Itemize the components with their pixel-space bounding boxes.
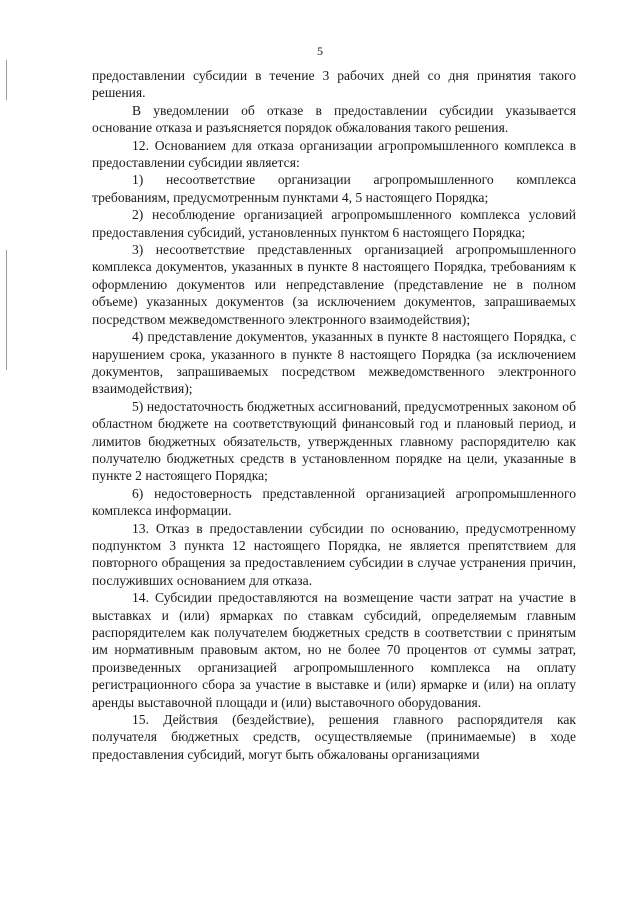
paragraph-12: 12. Основанием для отказа организации агропромышленного комплекса в предоставлении субсидии является: [92, 137, 576, 171]
paragraph-refusal-notice: В уведомлении об отказе в предоставлении субсидии указывается основание отказа и разъясняется порядок обжалования такого решения. [92, 102, 576, 136]
document-body [92, 67, 576, 763]
paragraph-14: 14. Субсидии предоставляются на возмещение части затрат на участие в выставках и (или) ярмарках по ставкам субсидий, определяемым главным распорядителем как получателем бюджетных средств в соответствии с принятым им нормативным правовым актом, но не более 70 процентов от суммы затрат, произведенных организацией агропромышленного комплекса на оплату регистрационного сбора за участие в выставке и (или) ярмарке и (или) на оплату аренды выставочной площади и (или) выставочного оборудования. [92, 590, 576, 710]
paragraph-continuation: предоставлении субсидии в течение 3 рабочих дней со дня принятия такого решения. [92, 68, 576, 101]
paragraph-12-item-4: 4) представление документов, указанных в пункте 8 настоящего Порядка, с нарушением срока, указанного в пункте 8 настоящего Порядка (за исключением документов, запрашиваемых посредством межведомственного электронного взаимодействия); [92, 329, 576, 397]
paragraph-12-item-1: 1) несоответствие организации агропромышленного комплекса требованиям, предусмотренным пунктами 4, 5 настоящего Порядка; [92, 172, 576, 205]
scan-edge-mark [6, 250, 7, 370]
paragraph-12-item-2: 2) несоблюдение организацией агропромышленного комплекса условий предоставления субсидий, установленных пунктом 6 настоящего Порядка; [92, 207, 576, 240]
scan-edge-mark [6, 60, 7, 100]
paragraph-15: 15. Действия (бездействие), решения главного распорядителя как получателя бюджетных средств, осуществляемые (принимаемые) в ходе предоставления субсидий, могут быть обжалованы организациями [92, 712, 576, 762]
paragraph-12-item-5: 5) недостаточность бюджетных ассигнований, предусмотренных законом об областном бюджете на соответствующий финансовый год и плановый период, и лимитов бюджетных обязательств, утвержденных главному распорядителю как получателю бюджетных средств в установленном порядке на цели, указанные в пункте 2 настоящего Порядка; [92, 398, 576, 484]
paragraph-12-item-6: 6) недостоверность представленной организацией агропромышленного комплекса информации. [92, 485, 576, 519]
paragraph-12-item-3: 3) несоответствие представленных организацией агропромышленного комплекса документов, указанных в пункте 8 настоящего Порядка, требованиям к оформлению документов или непредставление (представление не в полном объеме) указанных документов (за исключением документов, запрашиваемых посредством межведомственного электронного взаимодействия); [92, 242, 576, 327]
paragraph-13: 13. Отказ в предоставлении субсидии по основанию, предусмотренному подпунктом 3 пункта 12 настоящего Порядка, не является препятствием для повторного обращения за предоставлением субсидии в случае устранения причин, послуживших основанием для отказа. [92, 520, 576, 588]
page-number: 5 [317, 44, 323, 58]
